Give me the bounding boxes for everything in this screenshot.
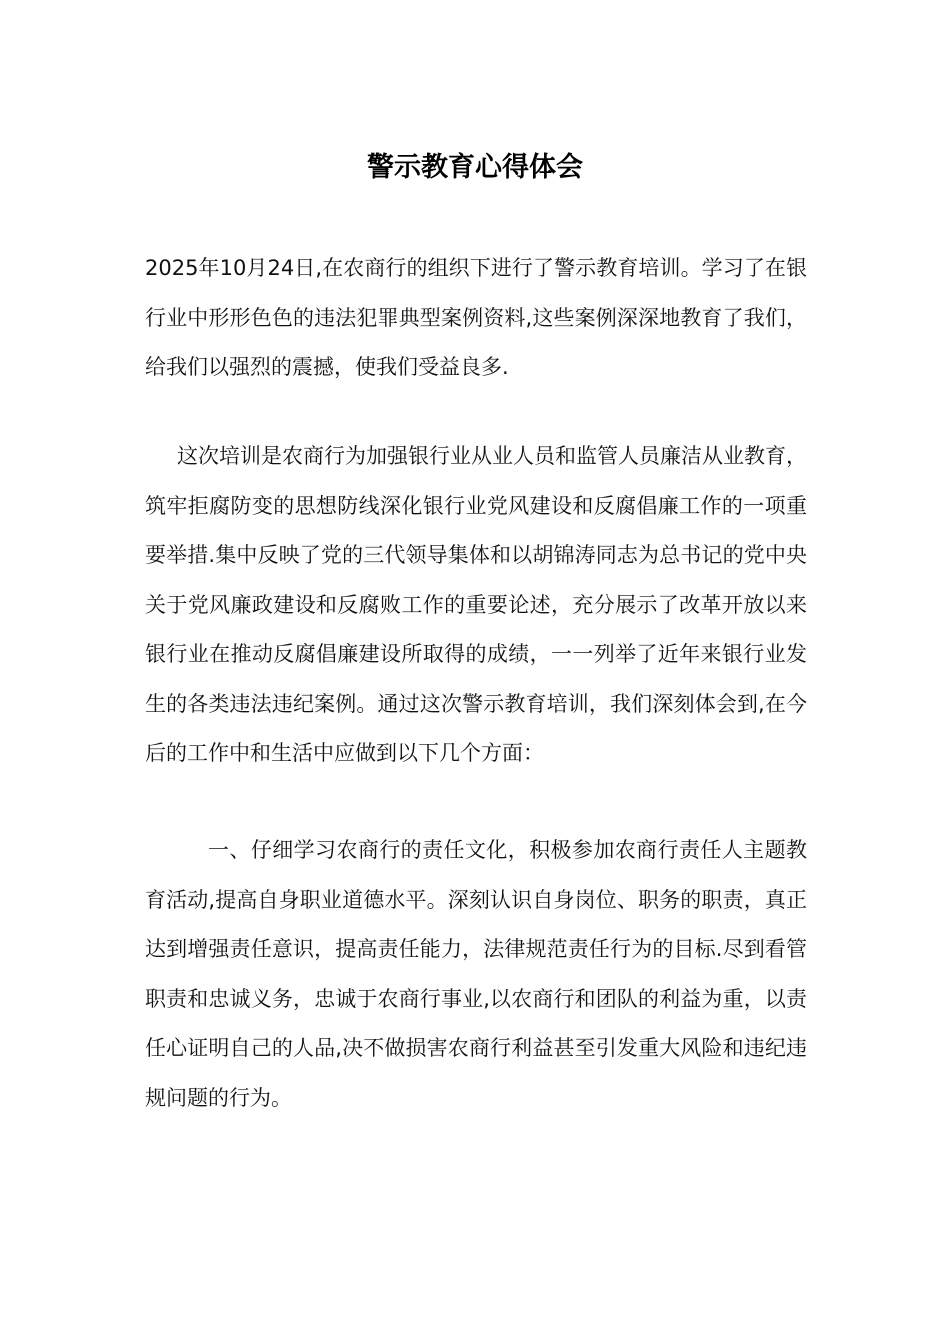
paragraph-training-summary: 这次培训是农商行为加强银行业从业人员和监管人员廉洁从业教育，筑牢拒腐防变的思想防线深化银行业党风建设和反腐倡廉工作的一项重要举措.集中反映了党的三代领导集体和以胡锦涛同志为总书记的党中央关于党风廉政建设和反腐败工作的重要论述，充分展示了改革开放以来银行业在推动反腐倡廉建设所取得的成绩，一一列举了近年来银行业发生的各类违法违纪案例。通过这次警示教育培训，我们深刻体会到,在今后的工作中和生活中应做到以下几个方面：	[145, 444, 807, 765]
paragraph-intro: 2025年10月24日,在农商行的组织下进行了警示教育培训。学习了在银行业中形形色色的违法犯罪典型案例资料,这些案例深深地教育了我们，给我们以强烈的震撼，使我们受益良多.	[145, 256, 807, 379]
paragraph-point-one: 一、仔细学习农商行的责任文化，积极参加农商行责任人主题教育活动,提高自身职业道德水平。深刻认识自身岗位、职务的职责，真正达到增强责任意识，提高责任能力，法律规范责任行为的目标.尽到看管职责和忠诚义务，忠诚于农商行事业,以农商行和团队的利益为重，以责任心证明自己的人品,决不做损害农商行利益甚至引发重大风险和违纪违规问题的行为。	[145, 838, 807, 1110]
document-title: 警示教育心得体会	[367, 152, 583, 184]
